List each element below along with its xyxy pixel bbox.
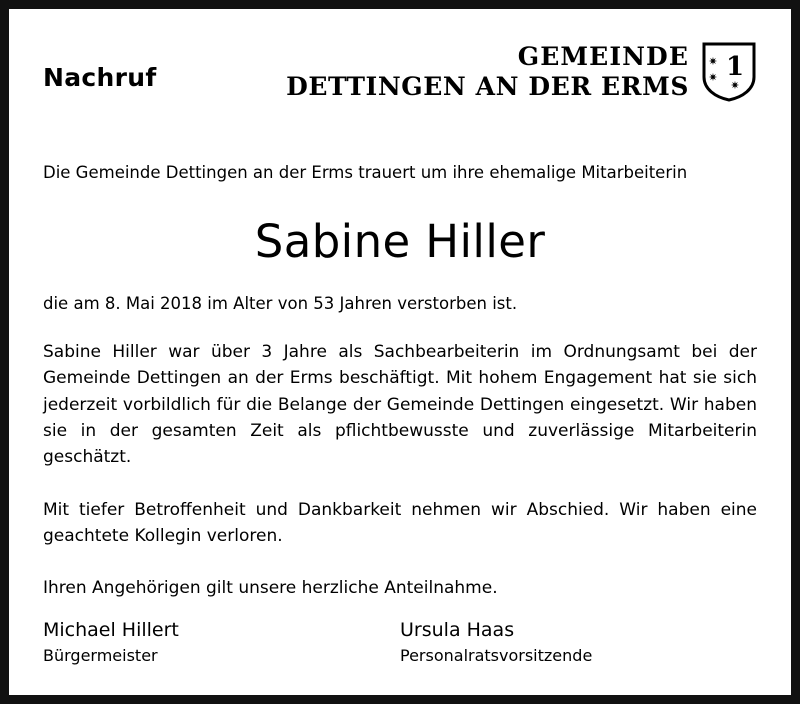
signature-name: Ursula Haas: [400, 618, 515, 641]
municipality-block: [286, 35, 757, 103]
signature-role: Bürgermeister: [43, 645, 158, 665]
svg-text:✷: ✷: [708, 55, 718, 68]
signature-role: Personalratsvorsitzende: [400, 645, 593, 665]
signature-block: [43, 618, 757, 667]
body-paragraph-2: Mit tiefer Betroffenheit und Dankbarkeit nehmen wir Abschied. Wir haben eine geachtete Kollegin verloren.: [43, 499, 757, 546]
svg-text:✷: ✷: [708, 71, 718, 84]
signature-name: Michael Hillert: [43, 618, 179, 641]
body-paragraph-3: Ihren Angehörigen gilt unsere herzliche Anteilnahme.: [43, 578, 498, 599]
signature-left: [43, 618, 400, 667]
deceased-name: Sabine Hiller: [254, 214, 546, 268]
municipality-line-1: GEMEINDE: [517, 41, 689, 71]
municipality-line-2: DETTINGEN AN DER ERMS: [286, 72, 689, 101]
svg-text:✷: ✷: [730, 79, 740, 92]
document-header: [43, 35, 757, 117]
municipality-name: [286, 42, 689, 103]
page-title: Nachruf: [43, 63, 157, 92]
header-left: [43, 35, 157, 92]
intro-text: Die Gemeinde Dettingen an der Erms trauert um ihre ehemalige Mitarbeiterin: [43, 163, 688, 182]
signature-right: [400, 618, 757, 667]
body-paragraph-1: Sabine Hiller war über 3 Jahre als Sachbearbeiterin im Ordnungsamt bei der Gemeinde Dettingen an der Erms beschäftigt. Mit hohem Engagement hat sie sich jederzeit vorbildlich für die Belange der Gemeinde Dettingen eingesetzt. Wir haben sie in der gesamten Zeit als pflichtbewusste und zuverlässige Mitarbeiterin geschätzt.: [43, 341, 757, 468]
death-line: die am 8. Mai 2018 im Alter von 53 Jahren verstorben ist.: [43, 293, 518, 313]
svg-text:1: 1: [725, 52, 745, 82]
coat-of-arms-icon: [701, 41, 757, 103]
